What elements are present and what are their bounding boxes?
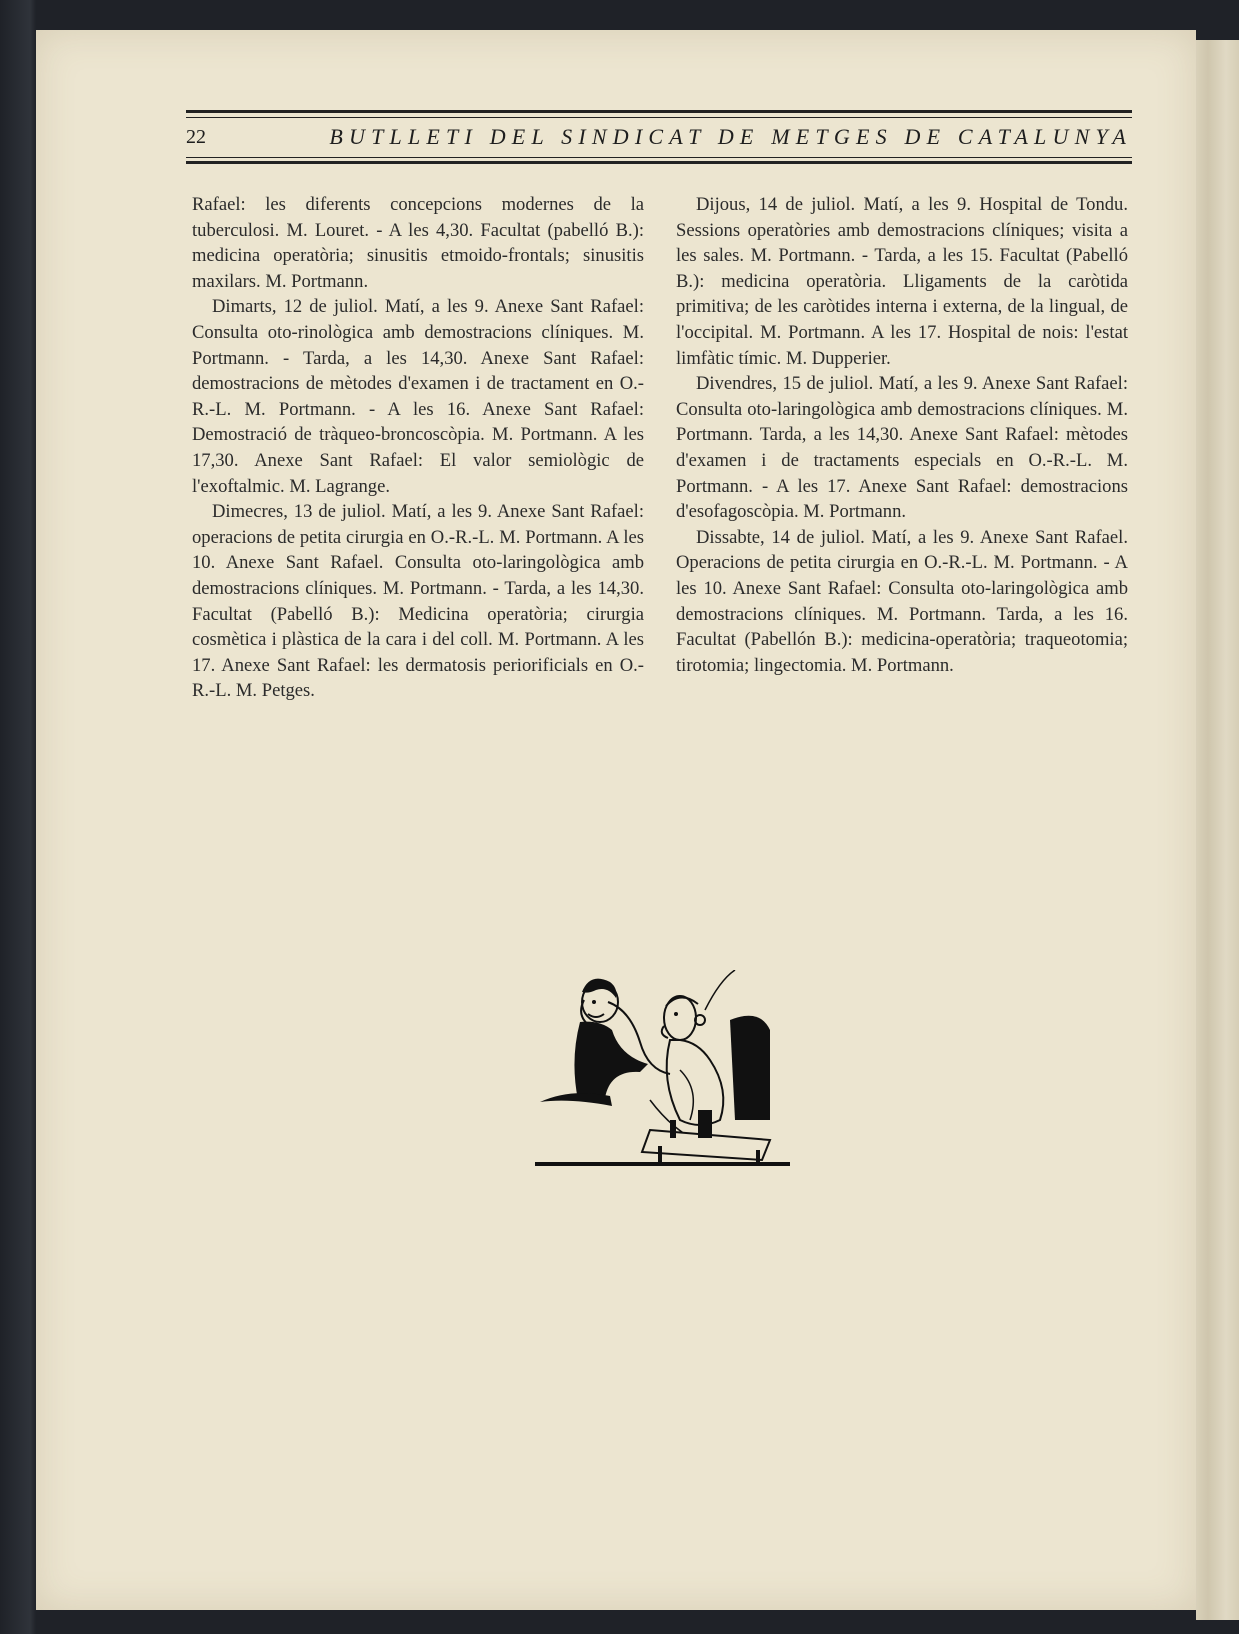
- paragraph: Dimecres, 13 de juliol. Matí, a les 9. Anexe Sant Rafael: operacions de petita cirurgia en O.-R.-L. M. Portmann. A les 10. Anexe Sant Rafael. Consulta oto-laringològica amb demostracions clíniques. M. Portmann. - Tarda, a les 14,30. Facultat (Pabelló B.): Medicina operatòria; cirurgia cosmètica i plàstica de la cara i del coll. M. Portmann. A les 17. Anexe Sant Rafael: les dermatosis periorificials en O.-R.-L. M. Petges.: [192, 501, 644, 702]
- header-rule-bottom-thin: [186, 157, 1132, 158]
- header-rule-bottom: [186, 161, 1132, 164]
- right-column: [676, 192, 1128, 678]
- paragraph: Rafael: les diferents concepcions modernes de la tuberculosi. M. Louret. - A les 4,30. Facultat (pabelló B.): medicina operatòria; sinusitis etmoido-frontals; sinusitis maxilars. M. Portmann.: [192, 194, 644, 292]
- header-rule-top: [186, 110, 1132, 113]
- paragraph: Divendres, 15 de juliol. Matí, a les 9. Anexe Sant Rafael: Consulta oto-laringològica amb demostracions clíniques. M. Portmann. Tarda, a les 14,30. Anexe Sant Rafael: mètodes d'examen i de tractaments especials en O.-R.-L. M. Portmann. - A les 17. Anexe Sant Rafael: demostracions d'esofagoscòpia. M. Portmann.: [676, 373, 1128, 523]
- doctor-cartoon-drawing: [530, 970, 800, 1170]
- running-header: [186, 120, 1132, 154]
- paragraph: Dimarts, 12 de juliol. Matí, a les 9. Anexe Sant Rafael: Consulta oto-rinològica amb demostracions clíniques. M. Portmann. - Tarda, a les 14,30. Anexe Sant Rafael: demostracions de mètodes d'examen i de tractament en O.-R.-L. M. Portmann. - A les 16. Anexe Sant Rafael: Demostració de tràqueo-broncoscòpia. M. Portmann. A les 17,30. Anexe Sant Rafael: El valor semiològic de l'exoftalmic. M. Lagrange.: [192, 296, 644, 497]
- paragraph: Dissabte, 14 de juliol. Matí, a les 9. Anexe Sant Rafael. Operacions de petita cirurgia en O.-R.-L. M. Portmann. - A les 10. Anexe Sant Rafael: Consulta oto-laringològica amb demostracions clíniques. M. Portmann. Tarda, a les 16. Facultat (Pabellón B.): medicina-operatòria; traqueotomia; tirotomia; lingectomia. M. Portmann.: [676, 526, 1128, 676]
- page-edge: [1196, 40, 1239, 1620]
- left-column: [192, 192, 644, 704]
- running-title: BUTLLETI DEL SINDICAT DE METGES DE CATALUNYA: [329, 124, 1132, 149]
- header-rule-top-thin: [186, 117, 1132, 118]
- doctor-cartoon-illustration: [530, 970, 800, 1170]
- paragraph: Dijous, 14 de juliol. Matí, a les 9. Hospital de Tondu. Sessions operatòries amb demostracions clíniques; visita a les sales. M. Portmann. - Tarda, a les 15. Facultat (Pabelló B.): medicina operatòria. Lligaments de la caròtida primitiva; de les caròtides interna i externa, de la lingual, de l'occipital. M. Portmann. A les 17. Hospital de nois: l'estat limfàtic tímic. M. Dupperier.: [676, 194, 1128, 369]
- page-number: 22: [186, 125, 206, 148]
